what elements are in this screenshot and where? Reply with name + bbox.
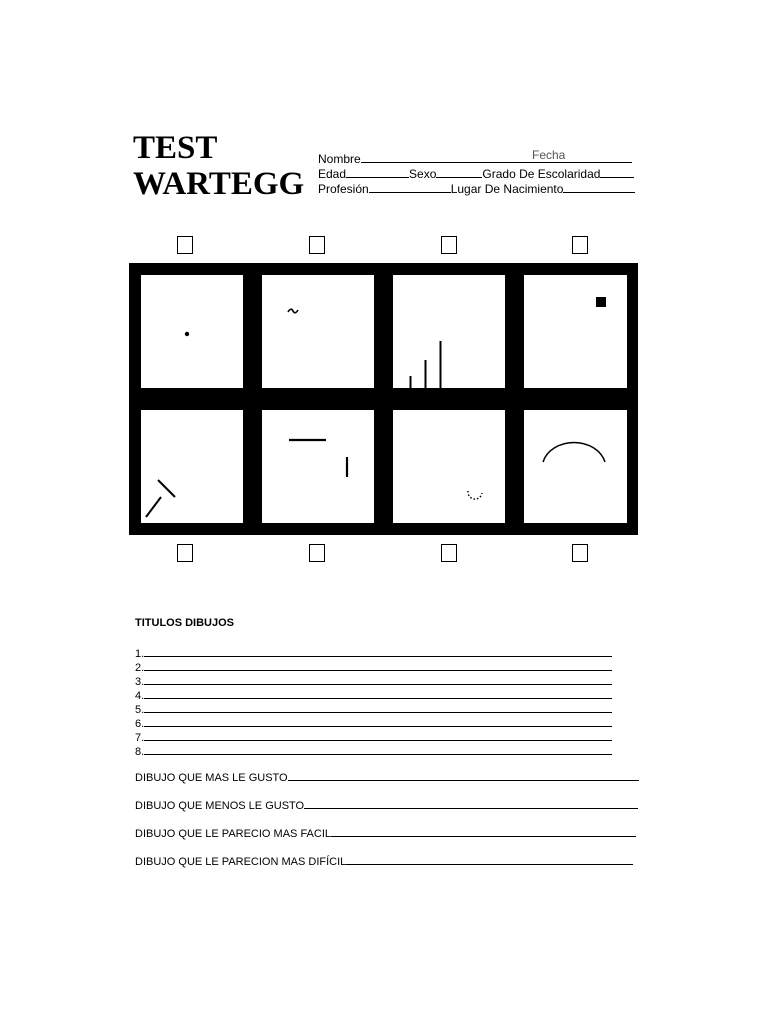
- grado-label: Grado De Escolaridad: [482, 167, 601, 181]
- question-label: DIBUJO QUE LE PARECION MAS DIFÍCIL: [135, 856, 347, 868]
- stimulus-wave: [262, 275, 374, 388]
- title-line-2: WARTEGG: [133, 166, 305, 202]
- stimulus-dotted-arc: [393, 410, 505, 523]
- titulo-line-8[interactable]: [135, 744, 612, 759]
- nombre-field[interactable]: [361, 151, 632, 163]
- stimulus-bars: [393, 275, 505, 388]
- sexo-label: Sexo: [409, 167, 437, 181]
- titulo-line-3[interactable]: [135, 674, 612, 689]
- titulo-number: 5.: [135, 704, 145, 716]
- drawing-box-7[interactable]: [393, 410, 505, 523]
- titulo-number: 8.: [135, 746, 145, 758]
- titulo-line-6[interactable]: [135, 716, 612, 731]
- question-mas-dificil[interactable]: [135, 854, 633, 869]
- question-label: DIBUJO QUE LE PARECIO MAS FACIL: [135, 828, 332, 840]
- titulo-number: 4.: [135, 690, 145, 702]
- checkbox-3[interactable]: [441, 236, 457, 254]
- drawing-box-2[interactable]: [262, 275, 374, 388]
- checkbox-5[interactable]: [177, 544, 193, 562]
- edad-label: Edad: [318, 167, 347, 181]
- question-menos-gusto[interactable]: [135, 798, 638, 813]
- titulo-line-4[interactable]: [135, 688, 612, 703]
- titulo-number: 6.: [135, 718, 145, 730]
- drawing-box-3[interactable]: [393, 275, 505, 388]
- drawing-box-6[interactable]: [262, 410, 374, 523]
- stimulus-hv-lines: [262, 410, 374, 523]
- fecha-label: Fecha: [532, 148, 566, 162]
- stimulus-dot: [141, 275, 243, 388]
- checkbox-7[interactable]: [441, 544, 457, 562]
- profesion-label: Profesión: [318, 182, 369, 196]
- titulo-line-1[interactable]: [135, 646, 612, 661]
- wartegg-grid: [129, 263, 638, 535]
- drawing-box-5[interactable]: [141, 410, 243, 523]
- drawing-box-4[interactable]: [524, 275, 627, 388]
- titulo-number: 7.: [135, 732, 145, 744]
- titulo-line-5[interactable]: [135, 702, 612, 717]
- nombre-row: [318, 151, 632, 166]
- titulo-number: 1.: [135, 648, 145, 660]
- titulo-number: 2.: [135, 662, 145, 674]
- test-title: [133, 130, 304, 202]
- edad-row: [318, 166, 634, 181]
- checkbox-1[interactable]: [177, 236, 193, 254]
- lugar-label: Lugar De Nacimiento: [450, 182, 564, 196]
- question-label: DIBUJO QUE MENOS LE GUSTO: [135, 800, 305, 812]
- question-label: DIBUJO QUE MAS LE GUSTO: [135, 772, 288, 784]
- stimulus-diagonal-lines: [141, 410, 243, 523]
- stimulus-square: [524, 275, 627, 388]
- profesion-field[interactable]: [369, 181, 451, 193]
- question-mas-gusto[interactable]: [135, 770, 639, 785]
- title-line-1: TEST: [133, 130, 218, 166]
- stimulus-arc: [524, 410, 627, 523]
- edad-field[interactable]: [346, 166, 409, 178]
- grado-field[interactable]: [600, 166, 634, 178]
- profesion-row: [318, 181, 635, 196]
- drawing-box-8[interactable]: [524, 410, 627, 523]
- nombre-label: Nombre: [318, 152, 361, 166]
- sexo-field[interactable]: [436, 166, 482, 178]
- checkbox-2[interactable]: [309, 236, 325, 254]
- titulos-heading: TITULOS DIBUJOS: [135, 617, 235, 629]
- drawing-box-1[interactable]: [141, 275, 243, 388]
- checkbox-6[interactable]: [309, 544, 325, 562]
- checkbox-4[interactable]: [572, 236, 588, 254]
- checkbox-8[interactable]: [572, 544, 588, 562]
- titulo-number: 3.: [135, 676, 145, 688]
- question-mas-facil[interactable]: [135, 826, 636, 841]
- lugar-field[interactable]: [563, 181, 635, 193]
- titulo-line-7[interactable]: [135, 730, 612, 745]
- titulo-line-2[interactable]: [135, 660, 612, 675]
